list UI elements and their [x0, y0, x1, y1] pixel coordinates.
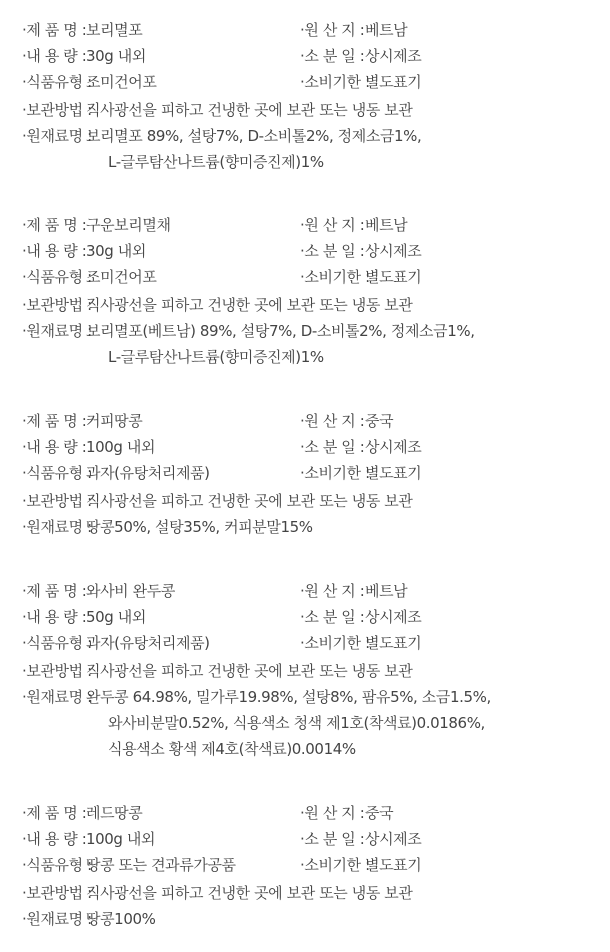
ingredients-line: 땅콩100% — [86, 910, 156, 928]
product-name-value: 커피땅콩 — [86, 412, 143, 430]
origin-value: 중국 — [365, 412, 394, 430]
storage-value: 직사광선을 피하고 건냉한 곳에 보관 또는 냉동 보관 — [86, 296, 413, 314]
volume-value: 30g 내외 — [86, 242, 146, 260]
storage-label: ·보관방법 : — [22, 101, 92, 119]
expiry-value: 별도표기 — [365, 856, 422, 874]
ingredients-label: ·원재료명 : — [22, 322, 92, 340]
expiry-label: ·소비기한 : — [300, 856, 370, 874]
storage-label: ·보관방법 : — [22, 492, 92, 510]
origin-label: ·원 산 지 : — [300, 21, 365, 39]
storage-label: ·보관방법 : — [22, 296, 92, 314]
ingredients-label: ·원재료명 : — [22, 910, 92, 928]
origin-label: ·원 산 지 : — [300, 582, 365, 600]
subdivision-value: 상시제조 — [365, 242, 422, 260]
food-type-label: ·식품유형 : — [22, 73, 92, 91]
subdivision-label: ·소 분 일 : — [300, 830, 365, 848]
storage-value: 직사광선을 피하고 건냉한 곳에 보관 또는 냉동 보관 — [86, 492, 413, 510]
product-name-label: ·제 품 명 : — [22, 412, 87, 430]
subdivision-label: ·소 분 일 : — [300, 242, 365, 260]
product-name-value: 와사비 완두콩 — [86, 582, 175, 600]
ingredients-line: L-글루탐산나트륨(향미증진제)1% — [108, 348, 324, 366]
storage-label: ·보관방법 : — [22, 884, 92, 902]
food-type-value: 과자(유탕처리제품) — [86, 634, 210, 652]
ingredients-line: 보리멸포(베트남) 89%, 설탕7%, D-소비톨2%, 정제소금1%, — [86, 322, 475, 340]
ingredients-line: 식용색소 황색 제4호(착색료)0.0014% — [108, 740, 356, 758]
ingredients-line: 땅콩50%, 설탕35%, 커피분말15% — [86, 518, 313, 536]
origin-label: ·원 산 지 : — [300, 412, 365, 430]
origin-value: 베트남 — [365, 216, 408, 234]
food-type-value: 조미건어포 — [86, 268, 157, 286]
origin-value: 베트남 — [365, 21, 408, 39]
origin-value: 베트남 — [365, 582, 408, 600]
ingredients-line: 완두콩 64.98%, 밀가루19.98%, 설탕8%, 팜유5%, 소금1.5%, — [86, 688, 491, 706]
ingredients-line: 와사비분말0.52%, 식용색소 청색 제1호(착색료)0.0186%, — [108, 714, 485, 732]
subdivision-value: 상시제조 — [365, 438, 422, 456]
subdivision-label: ·소 분 일 : — [300, 608, 365, 626]
ingredients-line: L-글루탐산나트륨(향미증진제)1% — [108, 153, 324, 171]
subdivision-value: 상시제조 — [365, 47, 422, 65]
food-type-label: ·식품유형 : — [22, 268, 92, 286]
volume-label: ·내 용 량 : — [22, 438, 87, 456]
origin-value: 중국 — [365, 804, 394, 822]
product-name-label: ·제 품 명 : — [22, 216, 87, 234]
volume-value: 30g 내외 — [86, 47, 146, 65]
ingredients-label: ·원재료명 : — [22, 127, 92, 145]
ingredients-line: 보리멸포 89%, 설탕7%, D-소비톨2%, 정제소금1%, — [86, 127, 422, 145]
expiry-label: ·소비기한 : — [300, 634, 370, 652]
food-type-value: 조미건어포 — [86, 73, 157, 91]
subdivision-label: ·소 분 일 : — [300, 47, 365, 65]
expiry-value: 별도표기 — [365, 464, 422, 482]
volume-value: 100g 내외 — [86, 830, 156, 848]
food-type-label: ·식품유형 : — [22, 856, 92, 874]
volume-label: ·내 용 량 : — [22, 47, 87, 65]
volume-label: ·내 용 량 : — [22, 608, 87, 626]
storage-value: 직사광선을 피하고 건냉한 곳에 보관 또는 냉동 보관 — [86, 101, 413, 119]
volume-value: 100g 내외 — [86, 438, 156, 456]
product-name-label: ·제 품 명 : — [22, 21, 87, 39]
expiry-label: ·소비기한 : — [300, 73, 370, 91]
expiry-value: 별도표기 — [365, 634, 422, 652]
expiry-value: 별도표기 — [365, 268, 422, 286]
storage-value: 직사광선을 피하고 건냉한 곳에 보관 또는 냉동 보관 — [86, 884, 413, 902]
volume-label: ·내 용 량 : — [22, 242, 87, 260]
volume-label: ·내 용 량 : — [22, 830, 87, 848]
origin-label: ·원 산 지 : — [300, 216, 365, 234]
subdivision-value: 상시제조 — [365, 608, 422, 626]
expiry-value: 별도표기 — [365, 73, 422, 91]
storage-label: ·보관방법 : — [22, 662, 92, 680]
ingredients-label: ·원재료명 : — [22, 688, 92, 706]
subdivision-label: ·소 분 일 : — [300, 438, 365, 456]
volume-value: 50g 내외 — [86, 608, 146, 626]
storage-value: 직사광선을 피하고 건냉한 곳에 보관 또는 냉동 보관 — [86, 662, 413, 680]
product-name-value: 레드땅콩 — [86, 804, 143, 822]
product-name-label: ·제 품 명 : — [22, 804, 87, 822]
product-name-value: 구운보리멸채 — [86, 216, 171, 234]
product-name-label: ·제 품 명 : — [22, 582, 87, 600]
ingredients-label: ·원재료명 : — [22, 518, 92, 536]
food-type-value: 과자(유탕처리제품) — [86, 464, 210, 482]
food-type-label: ·식품유형 : — [22, 464, 92, 482]
product-name-value: 보리멸포 — [86, 21, 143, 39]
food-type-value: 땅콩 또는 견과류가공품 — [86, 856, 236, 874]
food-type-label: ·식품유형 : — [22, 634, 92, 652]
subdivision-value: 상시제조 — [365, 830, 422, 848]
expiry-label: ·소비기한 : — [300, 464, 370, 482]
origin-label: ·원 산 지 : — [300, 804, 365, 822]
expiry-label: ·소비기한 : — [300, 268, 370, 286]
